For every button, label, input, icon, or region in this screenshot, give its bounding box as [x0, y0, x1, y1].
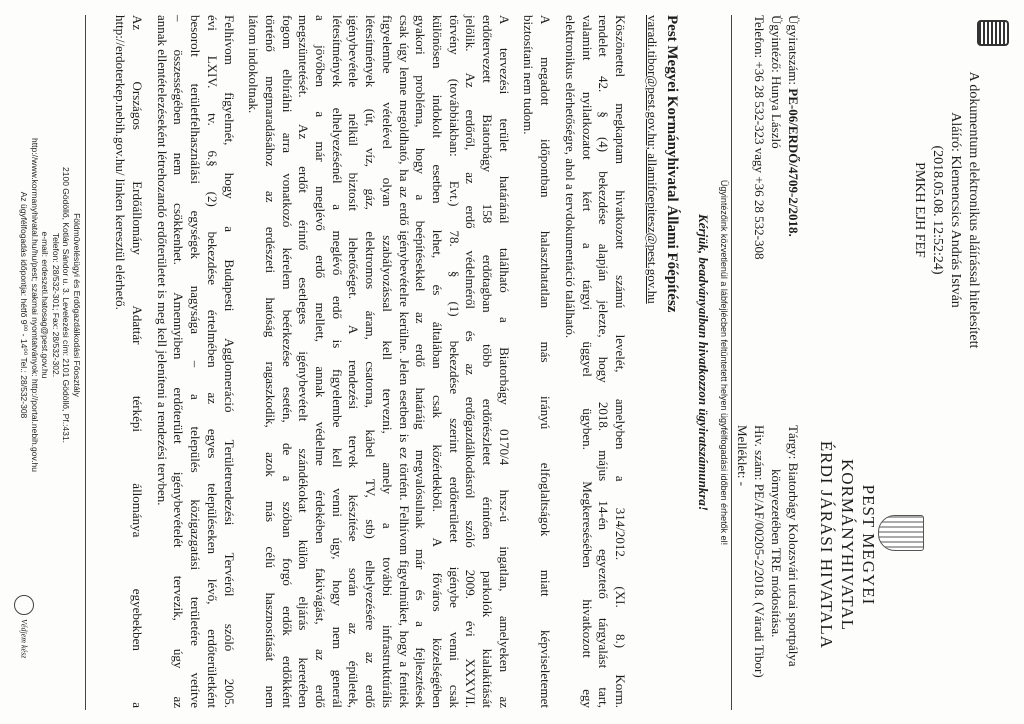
footer-line-3: Telefon: 28/532-301; Fax: 28/532-302. [50, 232, 61, 378]
paragraph-p2 [520, 15, 553, 708]
paragraph-line: a jövőben a már meglévő erdő mellett, annak védelme érdekében fakivágást, az erdő [313, 15, 329, 708]
paragraph-line: igénybevétele nélkül biztosít lehetőséget. A rendezési tervek készítése során az épületek, [346, 15, 362, 708]
paragraph-line: biztosítani nem tudom. [521, 15, 537, 135]
paragraph-line: fogom elbírálni arra vonatkozó kérelem beérkezése esetén, de a szóban forgó erdők erdőkként [279, 15, 295, 708]
meta-divider [731, 15, 732, 710]
organization-header [816, 380, 879, 710]
paragraph-line: A tervezési terület határánál található a Biatorbágy 0170/4 hrsz-ú ingatlan, amelyeken az [496, 15, 512, 708]
paragraph-line: csak úgy lenne megoldható, ha az erdő igénybevételre kerülne. Jelen esetben is ez történt. Felhívom figyelmüket, hogy a fentiek [396, 15, 412, 708]
office-hours-notice: Ügyintézőink közvetlenül a lábfejlécben feltüntetett helyen ügyfélfogadási időben érhetők el! [719, 179, 729, 546]
certification-mark-icon [14, 595, 34, 615]
paragraph-line: valamint nyilatkozatot kért a tárgyi üggyel ügyben. Megkeresésében hivatkozott egy [579, 15, 595, 708]
paragraph-p5 [112, 15, 145, 708]
paragraph-line: figyelembe vételével olyan szabályozással kell tervezni, amely a további infrastruktúrális [379, 15, 395, 708]
recipient-email-link[interactable]: varadi.tibor@pest.gov.hu; allamifoepitesz@pest.gov.hu [645, 15, 660, 304]
paragraph-line: – összességében nem csökkenhet. Amennyiben erdőterület igénybevételét tervezik, úgy az [171, 15, 187, 708]
paragraph-line: erdőtervezett Biatorbágy 158 erdőtagban több erdőrészletet érintően parkolók kialakítását [480, 15, 496, 708]
letter-body [112, 15, 628, 708]
paragraph-line: látom indokoltnak. [246, 15, 262, 114]
subject-row [785, 425, 802, 720]
case-number: PE-06/ERDŐ/4709-2/2018. [786, 88, 801, 237]
paragraph-line: Az Országos Erdőállomány Adattár térképi állománya egyebekben a [130, 15, 146, 708]
certification-logo-text: Védjem kész [19, 619, 29, 659]
org-line-1: PEST MEGYEI [859, 484, 878, 606]
paragraph-p3 [245, 15, 512, 708]
case-number-label: Ügyiratszám: [786, 15, 801, 86]
footer-line-2: 2100 Gödöllő, Kotlán Sándor u. 3. Levelezési cím: 2101 Gödöllő, Pf.:431. [61, 167, 72, 443]
reference-request: Kérjük, beadványaiban hivatkozzon ügyiratszámunkra! [696, 214, 711, 511]
signature-line-2: Aláíró: Klemencsics András István [948, 112, 963, 308]
paragraph-line: létesítmények elhelyezésénél a meglévő erdő is figyelembe kell venni úgy, hogy nem generál [329, 15, 345, 708]
paragraph-line: különösen indokolt esetben lehet, és általában csak közérdekből. A főváros közelségében [429, 15, 445, 708]
paragraph-line: gyakori probléma, hogy a beépítésekkel az erdő határáig megvalósulnak már és a fejlesztések [413, 15, 429, 708]
case-meta-left [751, 15, 802, 415]
paragraph-line: Felhívom figyelmét, hogy a Budapesti Agglomeráció Területrendezési Tervéről szóló 2005. [221, 15, 237, 708]
paragraph-p1 [561, 15, 628, 708]
paragraph-line: http://erdoterkep.nebih.gov.hu/ linken keresztül elérhető. [113, 15, 129, 310]
administrator: Ügyintéző: Hunya László [769, 15, 784, 149]
paragraph-line: elektronikus elérhetőségre, ahol a tervdokumentáció található. [562, 15, 578, 339]
footer-line-6: Az ügyfélfogadás időpontja: hétfő 9⁰⁰ - 14⁰⁰ Tel.: 28/532-308 [19, 191, 30, 419]
signature-block [910, 10, 982, 410]
org-line-2: KORMÁNYHIVATAL [838, 459, 857, 631]
paragraph-line: annak ellentételezéseként létrehozandó erdőterületet is meg kell jeleníteni a rendezési tervben. [154, 15, 170, 506]
recipient-name: Pest Megyei Kormányhivatal Állami Főépítész [664, 15, 680, 313]
paragraph-line: Köszönettel megkaptam hivatkozott számú levelét, amelyben a 314/2012. (XI. 8.) Korm. [613, 15, 628, 708]
paragraph-line: létesítmények (út, víz, gáz, elektromos áram, csatorna, kábel TV, stb) elhelyezésére az erdő [363, 15, 379, 708]
paragraph-line: történő megmaradásához az erdészeti hatóság ragaszkodik, azok más célú hasznosítását nem [262, 15, 278, 708]
signature-line-1: A dokumentum elektronikus aláírással hitelesített [966, 71, 981, 349]
phone: Telefon: +36 28 532-323 vagy +36 28 532-308 [752, 15, 767, 260]
case-meta-right [734, 425, 802, 720]
coat-of-arms-icon [878, 515, 924, 551]
footer-divider [85, 15, 86, 710]
signature-line-4: PMKH EJH FEF [912, 162, 927, 258]
certification-logo [14, 595, 34, 665]
subject-line-1: Biatorbágy Kolozsvári utcai sportpálya [786, 462, 801, 667]
org-line-3: ÉRDI JÁRÁSI HIVATALA [817, 440, 836, 650]
paragraph-p4 [153, 15, 237, 708]
footer [18, 15, 82, 595]
attachment: Melléklet: - [735, 425, 750, 487]
subject-label: Tárgy: [786, 425, 801, 460]
case-number-row [785, 15, 802, 415]
paragraph-line: A megadott időpontban halaszthatatlan más irányú elfoglaltságok miatt képviseletemet [538, 15, 554, 708]
footer-line-1: Földművelésügyi és Erdőgazdálkodási Főosztály [72, 213, 82, 397]
subject-line-2: környezetében TRE módosítása. [769, 469, 784, 638]
paragraph-line: besorolt területfelhasználási egységek nagysága – a település közigazgatási területére vetítve [188, 15, 204, 708]
paragraph-line: rendelet 42. § (4) bekezdése alapján jelezte, hogy 2018. május 14-én egyeztető tárgyalást tart, [596, 15, 612, 708]
footer-line-5: http://www.kormanyhivatal.hu/hu/pest; szakmai nyomtatványok: http://portal.nebih.gov.hu [29, 138, 40, 472]
signature-line-3: (2018.05.08. 12:52:24) [930, 145, 945, 275]
paragraph-line: évi LXIV. tv. 6.§ (2) bekezdése értelmében az egyes településeken lévő, erdőterületként [204, 15, 220, 708]
paragraph-line: megszüntetését. Az erdőt érintő esetleges igénybevételt szándékokat külön eljárás keretében [296, 15, 312, 708]
footer-line-4: e-mail: erdeszeti.hatosag@pest.gov.hu [40, 231, 51, 379]
reference-number: Hiv. szám: PE/AF/00205-2/2018. (Váradi Tibor) [752, 425, 767, 678]
paragraph-line: jelölik. Az erdőről, az erdő védelméről és az erdőgazdálkodásról szóló 2009. évi XXXVII. [463, 15, 479, 708]
paragraph-line: törvény (továbbiakban: Evt.) 78. § (1) bekezdése szerint erdőterületet igénybe venni csak [446, 15, 462, 708]
